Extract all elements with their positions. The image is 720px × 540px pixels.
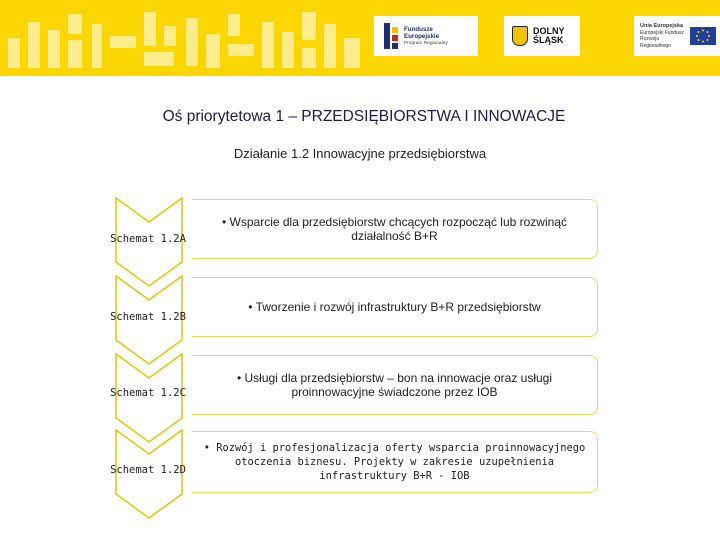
dolny-slask-logo (504, 16, 580, 56)
ue-sub-2: Rozwoju Regionalnego (640, 36, 671, 49)
eu-flag-icon (690, 27, 716, 45)
scheme-box-1 (192, 199, 598, 259)
scheme-box-2 (192, 277, 598, 337)
schemat-label-3: Schemat 1.2C (110, 387, 186, 399)
ue-line-1: Unia Europejska (640, 23, 684, 29)
shield-icon (512, 26, 528, 46)
scheme-text-4: • Rozwój i profesjonalizacja oferty wsparcia proinnowacyjnego otoczenia biznesu. Projekty w zakresie uzupełnienia infrastruktury B+R - IOB (203, 442, 586, 482)
fe-sub: Program Regionalny (404, 40, 448, 46)
schemat-label-4: Schemat 1.2D (110, 464, 186, 476)
scheme-box-3 (192, 355, 598, 415)
schemat-label-2: Schemat 1.2B (110, 311, 186, 323)
ds-line-2: ŚLĄSK (533, 35, 564, 45)
fe-line-2: Europejskie (404, 32, 440, 40)
ue-sub-1: Europejski Fundusz (640, 29, 684, 36)
scheme-text-3: • Usługi dla przedsiębiorstw – bon na innowacje oraz usługi proinnowacyjne świadczone przez IOB (236, 371, 553, 399)
header-banner (0, 0, 720, 76)
scheme-box-4 (192, 431, 598, 493)
scheme-text-2: • Tworzenie i rozwój infrastruktury B+R przedsiębiorstw (248, 300, 541, 314)
scheme-text-1: • Wsparcie dla przedsiębiorstw chcących rozpocząć lub rozwinąć działalność B+R (221, 215, 567, 243)
chevron-column (115, 0, 187, 540)
fe-line-1: Fundusze (404, 25, 433, 33)
unia-europejska-logo (634, 16, 720, 56)
ds-line-1: DOLNY (533, 26, 565, 36)
fundusze-europejskie-logo (374, 16, 478, 56)
page-subtitle: Działanie 1.2 Innowacyjne przedsiębiorstwa (233, 146, 487, 161)
page-title: Oś priorytetowa 1 – PRZEDSIĘBIORSTWA I INNOWACJE (162, 108, 566, 125)
fe-mark-icon (384, 23, 400, 49)
decorative-pattern (0, 0, 720, 76)
schemat-label-1: Schemat 1.2A (110, 233, 186, 245)
